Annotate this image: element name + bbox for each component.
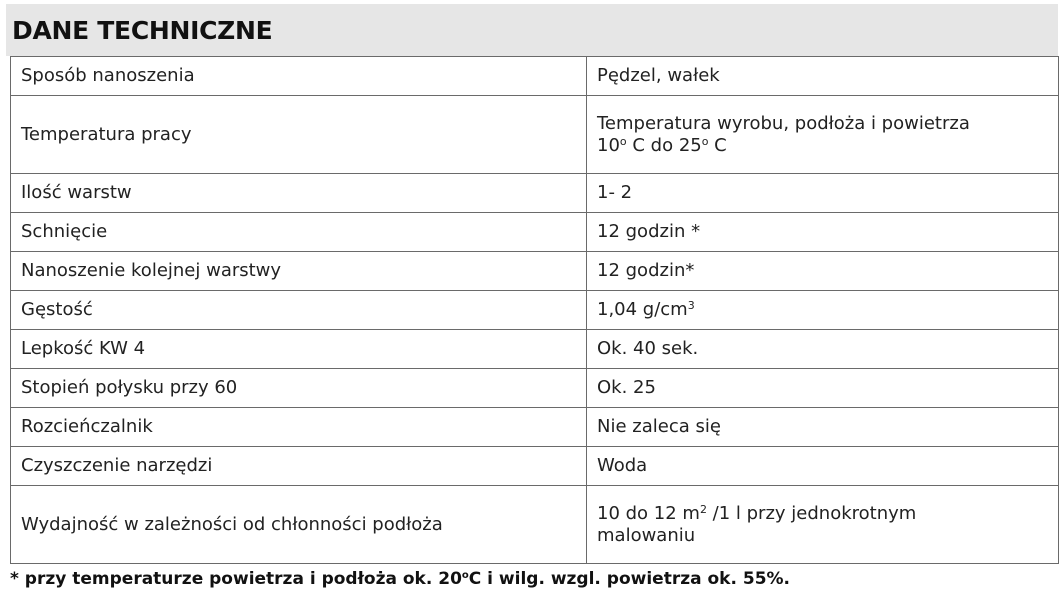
footnote-text: C i wilg. wzgl. powietrza ok. 55%. — [468, 569, 791, 589]
row-value — [587, 96, 1059, 174]
technical-data-table — [10, 56, 1059, 564]
table-row — [11, 408, 1059, 447]
row-label: Nanoszenie kolejnej warstwy — [11, 252, 587, 291]
degree-sup: o — [701, 134, 709, 148]
row-label: Gęstość — [11, 291, 587, 330]
row-label: Lepkość KW 4 — [11, 330, 587, 369]
table-row — [11, 486, 1059, 564]
value-text: C — [708, 134, 727, 156]
value-line-2 — [597, 135, 727, 156]
table-row — [11, 96, 1059, 174]
value-text: 10 — [597, 134, 620, 156]
table-row — [11, 57, 1059, 96]
degree-sup: o — [619, 134, 627, 148]
exponent-sup: 2 — [699, 502, 707, 516]
table-row — [11, 330, 1059, 369]
value-line-2: malowaniu — [597, 524, 696, 546]
footnote-text: * przy temperaturze powietrza i podłoża ok. 20 — [10, 569, 462, 589]
table-row — [11, 252, 1059, 291]
value-line-1: Temperatura wyrobu, podłoża i powietrza — [597, 112, 970, 134]
row-label: Ilość warstw — [11, 174, 587, 213]
footnote — [10, 569, 790, 589]
row-value — [587, 486, 1059, 564]
exponent-sup: 3 — [687, 299, 695, 313]
row-label: Rozcieńczalnik — [11, 408, 587, 447]
row-value: Ok. 40 sek. — [587, 330, 1059, 369]
table-row — [11, 174, 1059, 213]
value-line-1 — [597, 503, 916, 524]
row-value: 12 godzin* — [587, 252, 1059, 291]
value-text: C do 25 — [626, 134, 702, 156]
table-row — [11, 369, 1059, 408]
value-text: /1 l przy jednokrotnym — [706, 502, 917, 524]
row-label: Wydajność w zależności od chłonności podłoża — [11, 486, 587, 564]
table-row — [11, 213, 1059, 252]
table-row — [11, 291, 1059, 330]
row-value: Ok. 25 — [587, 369, 1059, 408]
value-text: 10 do 12 m — [597, 502, 700, 524]
row-label: Schnięcie — [11, 213, 587, 252]
section-header — [6, 4, 1058, 56]
degree-sup: o — [461, 570, 469, 581]
row-value: 1- 2 — [587, 174, 1059, 213]
row-label: Sposób nanoszenia — [11, 57, 587, 96]
row-value: Woda — [587, 447, 1059, 486]
row-value: Pędzel, wałek — [587, 57, 1059, 96]
row-value: 12 godzin * — [587, 213, 1059, 252]
value-text: 1,04 g/cm — [597, 299, 688, 321]
row-value: Nie zaleca się — [587, 408, 1059, 447]
row-label: Temperatura pracy — [11, 96, 587, 174]
row-value — [587, 291, 1059, 330]
table-row — [11, 447, 1059, 486]
row-label: Czyszczenie narzędzi — [11, 447, 587, 486]
row-label: Stopień połysku przy 60 — [11, 369, 587, 408]
section-title: DANE TECHNICZNE — [12, 15, 273, 45]
